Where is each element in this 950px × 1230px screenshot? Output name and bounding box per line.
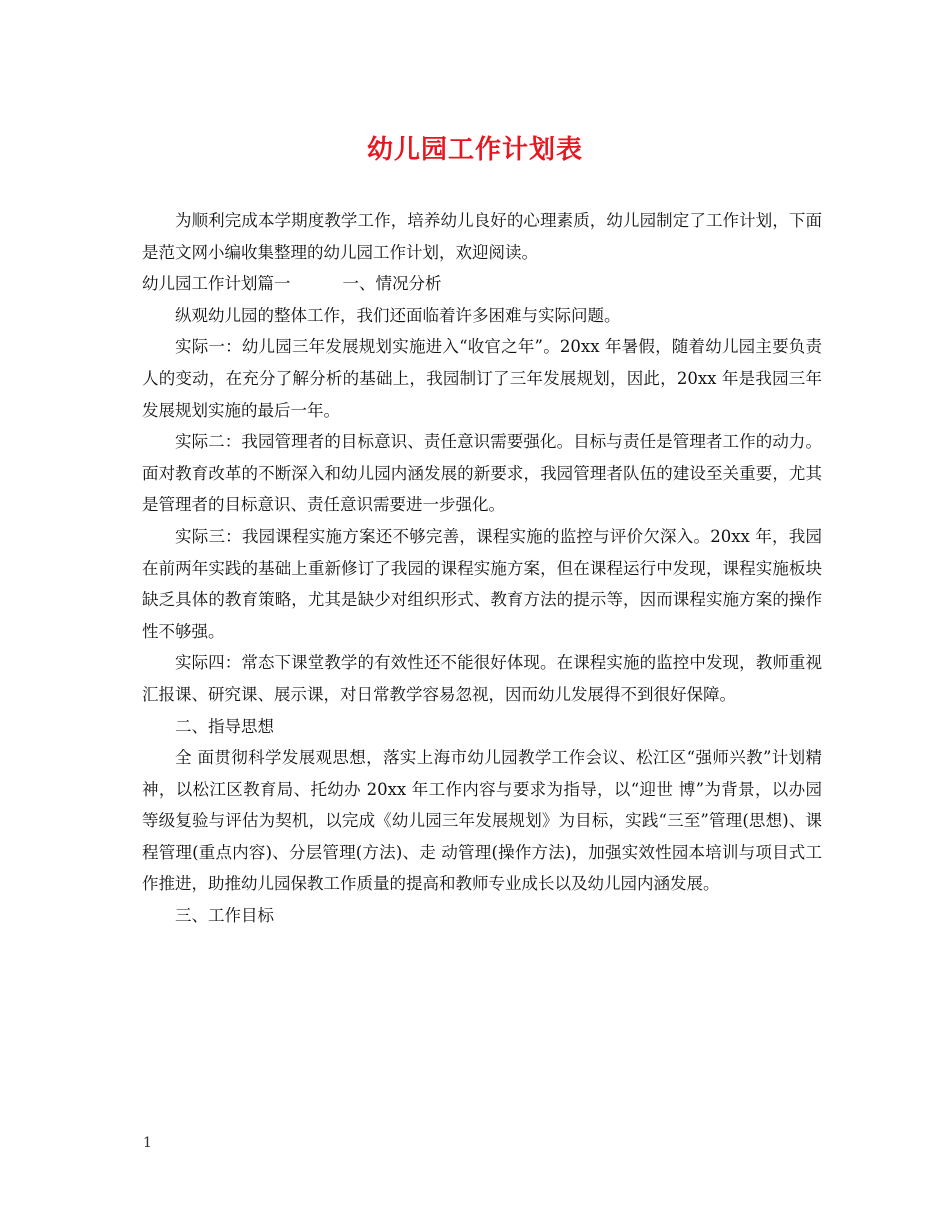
intro-paragraph: 为顺利完成本学期度教学工作，培养幼儿良好的心理素质，幼儿园制定了工作计划，下面是范文网小编收集整理的幼儿园工作计划，欢迎阅读。: [142, 211, 822, 262]
paragraph-overview: 纵观幼儿园的整体工作，我们还面临着许多困难与实际问题。: [175, 305, 621, 325]
page-title: 幼儿园工作计划表: [366, 135, 583, 165]
heading-work-goals: 三、工作目标: [175, 906, 274, 926]
document-body: [142, 205, 822, 932]
heading-guiding-ideology: 二、指导思想: [175, 716, 274, 736]
paragraph-reality-2: 实际二：我园管理者的目标意识、责任意识需要强化。目标与责任是管理者工作的动力。面对教育改革的不断深入和幼儿园内涵发展的新要求，我园管理者队伍的建设至关重要，尤其是管理者的目标意识、责任意识需要进一步强化。: [142, 432, 822, 515]
paragraph-reality-4: 实际四：常态下课堂教学的有效性还不能很好体现。在课程实施的监控中发现，教师重视汇报课、研究课、展示课，对日常教学容易忽视，因而幼儿发展得不到很好保障。: [142, 653, 822, 704]
section-subheading: 一、情况分析: [342, 274, 442, 294]
section-heading: 幼儿园工作计划篇一: [142, 274, 291, 294]
paragraph-reality-1: 实际一：幼儿园三年发展规划实施进入“收官之年”。20xx 年暑假，随着幼儿园主要负责人的变动，在充分了解分析的基础上，我园制订了三年发展规划，因此，20xx 年是我园三年发展规划实施的最后一年。: [142, 337, 822, 420]
section-heading-line: [142, 268, 822, 300]
paragraph-reality-3: 实际三：我园课程实施方案还不够完善，课程实施的监控与评价欠深入。20xx 年，我园在前两年实践的基础上重新修订了我园的课程实施方案，但在课程运行中发现，课程实施板块缺乏具体的教育策略，尤其是缺少对组织形式、教育方法的提示等，因而课程实施方案的操作性不够强。: [142, 526, 822, 641]
page-number: 1: [143, 1135, 152, 1151]
paragraph-guiding-ideology: 全 面贯彻科学发展观思想，落实上海市幼儿园教学工作会议、松江区“强师兴教”计划精神，以松江区教育局、托幼办 20xx 年工作内容与要求为指导，以“迎世 博”为背景，以办园等级复验与评估为契机，以完成《幼儿园三年发展规划》为目标，实践“三至”管理(思想)、课程管理(重点内容)、分层管理(方法)、走 动管理(操作方法)，加强实效性园本培训与项目式工作推进，助推幼儿园保教工作质量的提高和教师专业成长以及幼儿园内涵发展。: [142, 748, 822, 894]
